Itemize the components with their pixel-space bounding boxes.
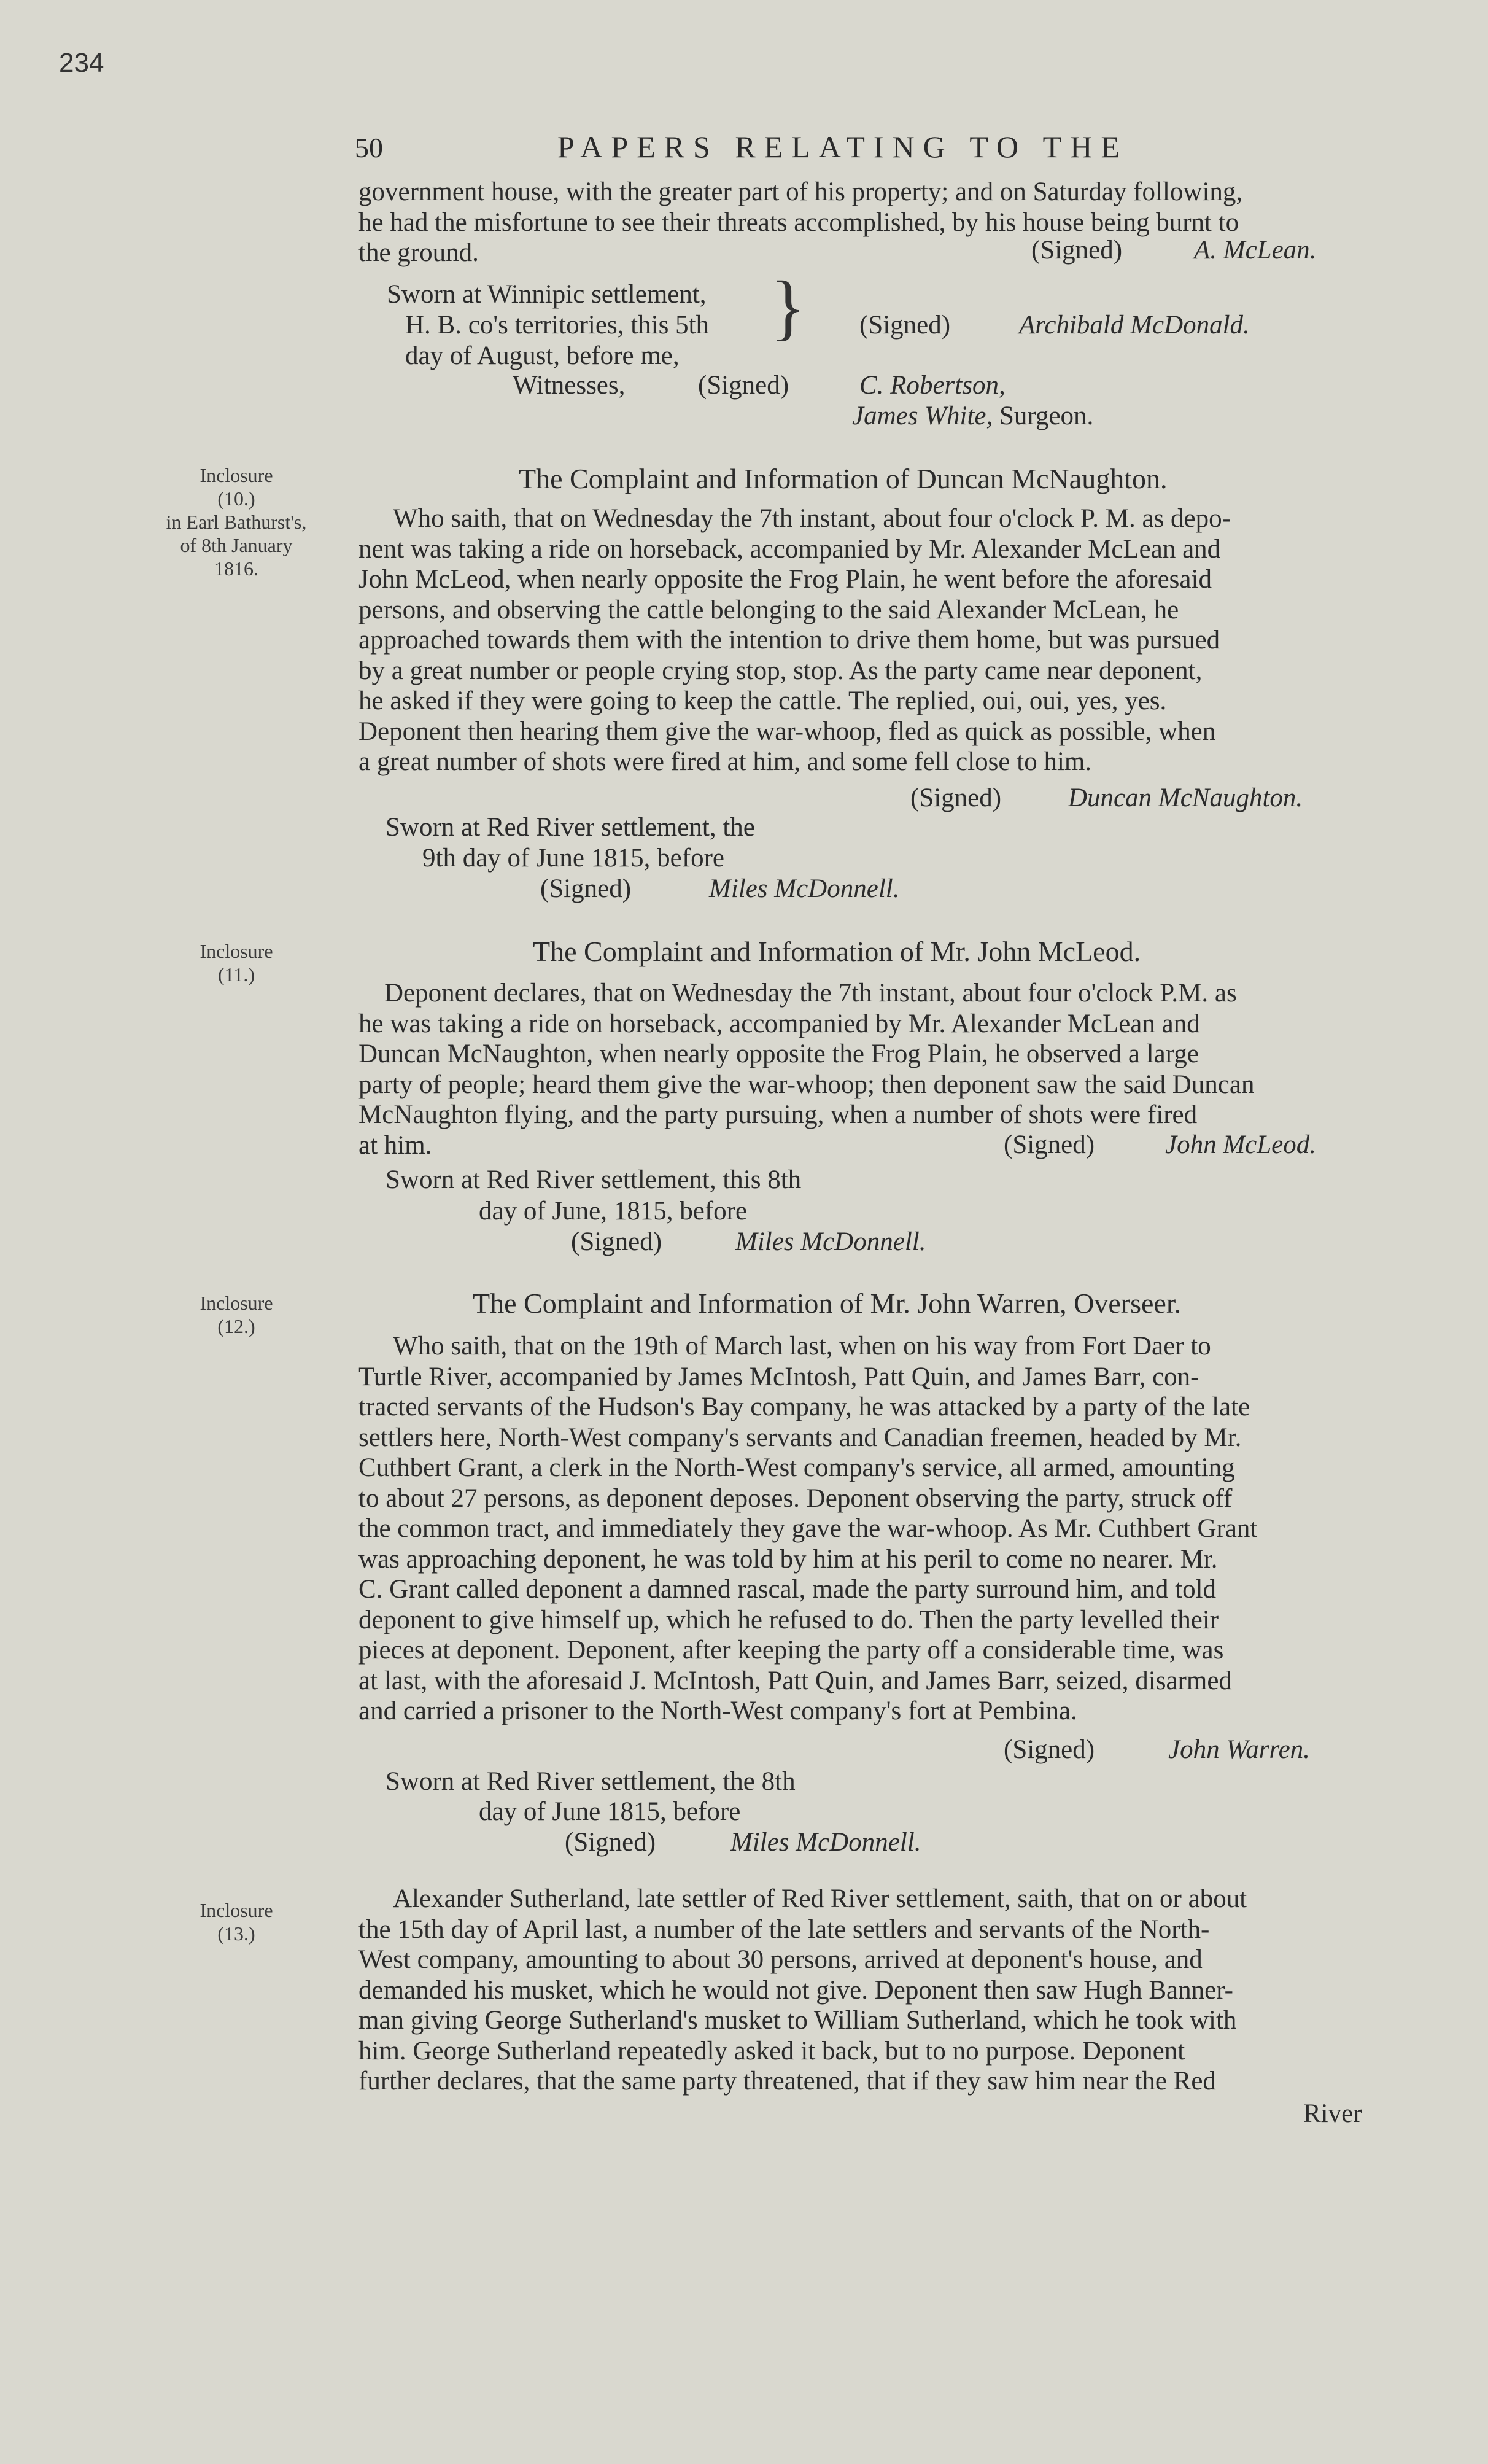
- margin-line: 1816.: [214, 558, 258, 580]
- text-line: was approaching deponent, he was told by him at his peril to come no nearer. Mr.: [358, 1544, 1218, 1574]
- margin-line: Inclosure: [200, 940, 273, 962]
- margin-line: Inclosure: [200, 1899, 273, 1921]
- sworn-line: Sworn at Winnipic settlement,: [387, 280, 707, 309]
- signed-label: (Signed): [1031, 236, 1123, 265]
- margin-note-inclosure-11: [126, 939, 347, 986]
- signed-label: (Signed): [565, 1828, 656, 1857]
- text-line: at him.: [358, 1130, 432, 1160]
- witnesses-label: Witnesses,: [513, 371, 626, 400]
- text-line: tracted servants of the Hudson's Bay company, he was attacked by a party of the late: [358, 1393, 1250, 1421]
- text-line: further declares, that the same party threatened, that if they saw him near the Red: [358, 2067, 1216, 2096]
- text-line: he asked if they were going to keep the cattle. The replied, oui, oui, yes, yes.: [358, 686, 1167, 715]
- signed-label: (Signed): [698, 371, 789, 400]
- text-line: man giving George Sutherland's musket to William Sutherland, which he took with: [358, 2006, 1237, 2035]
- running-title: PAPERS RELATING TO THE: [557, 130, 1128, 164]
- signature-name: John McLeod.: [1165, 1130, 1316, 1159]
- text-line: the common tract, and immediately they gave the war-whoop. As Mr. Cuthbert Grant: [358, 1514, 1258, 1543]
- witness-title: Surgeon.: [999, 402, 1094, 430]
- text-line: government house, with the greater part of his property; and on Saturday following,: [358, 177, 1243, 206]
- sworn-line: H. B. co's territories, this 5th: [405, 311, 710, 340]
- section-heading: The Complaint and Information of Mr. John McLeod.: [533, 936, 1141, 967]
- margin-line: Inclosure: [200, 464, 273, 486]
- signed-label: (Signed): [859, 311, 951, 340]
- text-line: persons, and observing the cattle belonging to the said Alexander McLean, he: [358, 595, 1179, 624]
- section-heading: The Complaint and Information of Mr. John Warren, Overseer.: [473, 1288, 1182, 1319]
- folio-number: 50: [355, 132, 383, 163]
- text-line: settlers here, North-West company's servants and Canadian freemen, headed by Mr.: [358, 1423, 1242, 1452]
- text-line: he was taking a ride on horseback, accompanied by Mr. Alexander McLean and: [358, 1009, 1200, 1038]
- sworn-line: day of August, before me,: [405, 341, 680, 370]
- text-line: and carried a prisoner to the North-West company's fort at Pembina.: [358, 1696, 1077, 1725]
- text-line: party of people; heard them give the war-whoop; then deponent saw the said Duncan: [358, 1070, 1255, 1099]
- text-line: McNaughton flying, and the party pursuing, when a number of shots were fired: [358, 1100, 1198, 1129]
- signature-name: Miles McDonnell.: [730, 1828, 921, 1857]
- text-line: Deponent declares, that on Wednesday the 7th instant, about four o'clock P.M. as: [384, 979, 1237, 1008]
- text-line: a great number of shots were fired at him, and some fell close to him.: [358, 747, 1092, 776]
- witness-line: [852, 401, 1093, 432]
- margin-line: Inclosure: [200, 1292, 273, 1314]
- sworn-line: Sworn at Red River settlement, this 8th: [386, 1165, 802, 1194]
- signature-name: Miles McDonnell.: [735, 1227, 926, 1256]
- witness-name: C. Robertson,: [859, 371, 1006, 400]
- section-heading: The Complaint and Information of Duncan McNaughton.: [519, 463, 1168, 494]
- margin-line: (11.): [217, 963, 255, 985]
- margin-note-inclosure-13: [126, 1899, 347, 1945]
- signed-label: (Signed): [1004, 1735, 1095, 1764]
- text-line: Deponent then hearing them give the war-whoop, fled as quick as possible, when: [358, 717, 1216, 746]
- signature-name: Archibald McDonald.: [1019, 311, 1250, 340]
- sworn-line: day of June 1815, before: [479, 1797, 741, 1826]
- signature-name: Miles McDonnell.: [709, 874, 900, 903]
- margin-line: of 8th January: [180, 534, 293, 556]
- text-line: he had the misfortune to see their threats accomplished, by his house being burnt to: [358, 208, 1239, 237]
- text-line: the 15th day of April last, a number of the late settlers and servants of the North-: [358, 1914, 1210, 1944]
- text-line: West company, amounting to about 30 persons, arrived at deponent's house, and: [358, 1945, 1203, 1974]
- text-line: Cuthbert Grant, a clerk in the North-West company's service, all armed, amounting: [358, 1453, 1235, 1482]
- deposition-paragraph: [358, 503, 1371, 777]
- margin-note-inclosure-10: [126, 464, 347, 580]
- text-line: at last, with the aforesaid J. McIntosh, Patt Quin, and James Barr, seized, disarmed: [358, 1666, 1232, 1695]
- signed-label: (Signed): [910, 783, 1002, 812]
- margin-note-inclosure-12: [126, 1291, 347, 1338]
- text-line: John McLeod, when nearly opposite the Frog Plain, he went before the aforesaid: [358, 565, 1212, 594]
- witness-name: James White,: [852, 402, 993, 430]
- text-line: Turtle River, accompanied by James McIntosh, Patt Quin, and James Barr, con-: [358, 1362, 1199, 1391]
- text-line: demanded his musket, which he would not give. Deponent then saw Hugh Banner-: [358, 1975, 1234, 2005]
- text-line: deponent to give himself up, which he refused to do. Then the party levelled their: [358, 1605, 1219, 1634]
- sworn-line: Sworn at Red River settlement, the 8th: [386, 1767, 796, 1796]
- deposition-paragraph: [358, 1884, 1371, 2097]
- sworn-line: day of June, 1815, before: [479, 1197, 748, 1226]
- sworn-line: 9th day of June 1815, before: [422, 844, 724, 873]
- text-line: approached towards them with the intention to drive them home, but was pursued: [358, 626, 1220, 655]
- brace-icon: }: [770, 266, 806, 348]
- signed-label: (Signed): [540, 874, 632, 903]
- scan-page-number: 234: [59, 48, 104, 78]
- text-line: to about 27 persons, as deponent deposes. Deponent observing the party, struck off: [358, 1483, 1233, 1513]
- signature-name: John Warren.: [1168, 1735, 1310, 1764]
- signed-label: (Signed): [571, 1227, 662, 1256]
- text-line: Who saith, that on the 19th of March last, when on his way from Fort Daer to: [393, 1332, 1211, 1361]
- text-line: nent was taking a ride on horseback, accompanied by Mr. Alexander McLean and: [358, 534, 1221, 564]
- text-line: C. Grant called deponent a damned rascal, made the party surround him, and told: [358, 1575, 1217, 1604]
- deposition-paragraph: [358, 1331, 1371, 1727]
- text-line: him. George Sutherland repeatedly asked it back, but to no purpose. Deponent: [358, 2036, 1185, 2066]
- signature-name: Duncan McNaughton.: [1068, 783, 1303, 812]
- margin-line: (12.): [217, 1315, 255, 1337]
- margin-line: (13.): [217, 1922, 255, 1945]
- text-line: the ground.: [358, 238, 479, 267]
- sworn-line: Sworn at Red River settlement, the: [386, 813, 755, 842]
- text-line: by a great number or people crying stop, stop. As the party came near deponent,: [358, 656, 1203, 685]
- margin-line: (10.): [217, 488, 255, 510]
- signed-label: (Signed): [1004, 1130, 1095, 1159]
- running-header: [355, 129, 1368, 172]
- catchword: River: [1303, 2099, 1362, 2128]
- signature-name: A. McLean.: [1194, 236, 1317, 265]
- margin-line: in Earl Bathurst's,: [166, 511, 307, 533]
- text-line: Alexander Sutherland, late settler of Red River settlement, saith, that on or about: [393, 1884, 1247, 1913]
- text-line: Duncan McNaughton, when nearly opposite the Frog Plain, he observed a large: [358, 1040, 1199, 1068]
- text-line: pieces at deponent. Deponent, after keeping the party off a considerable time, was: [358, 1636, 1224, 1665]
- text-line: Who saith, that on Wednesday the 7th instant, about four o'clock P. M. as depo-: [393, 504, 1231, 533]
